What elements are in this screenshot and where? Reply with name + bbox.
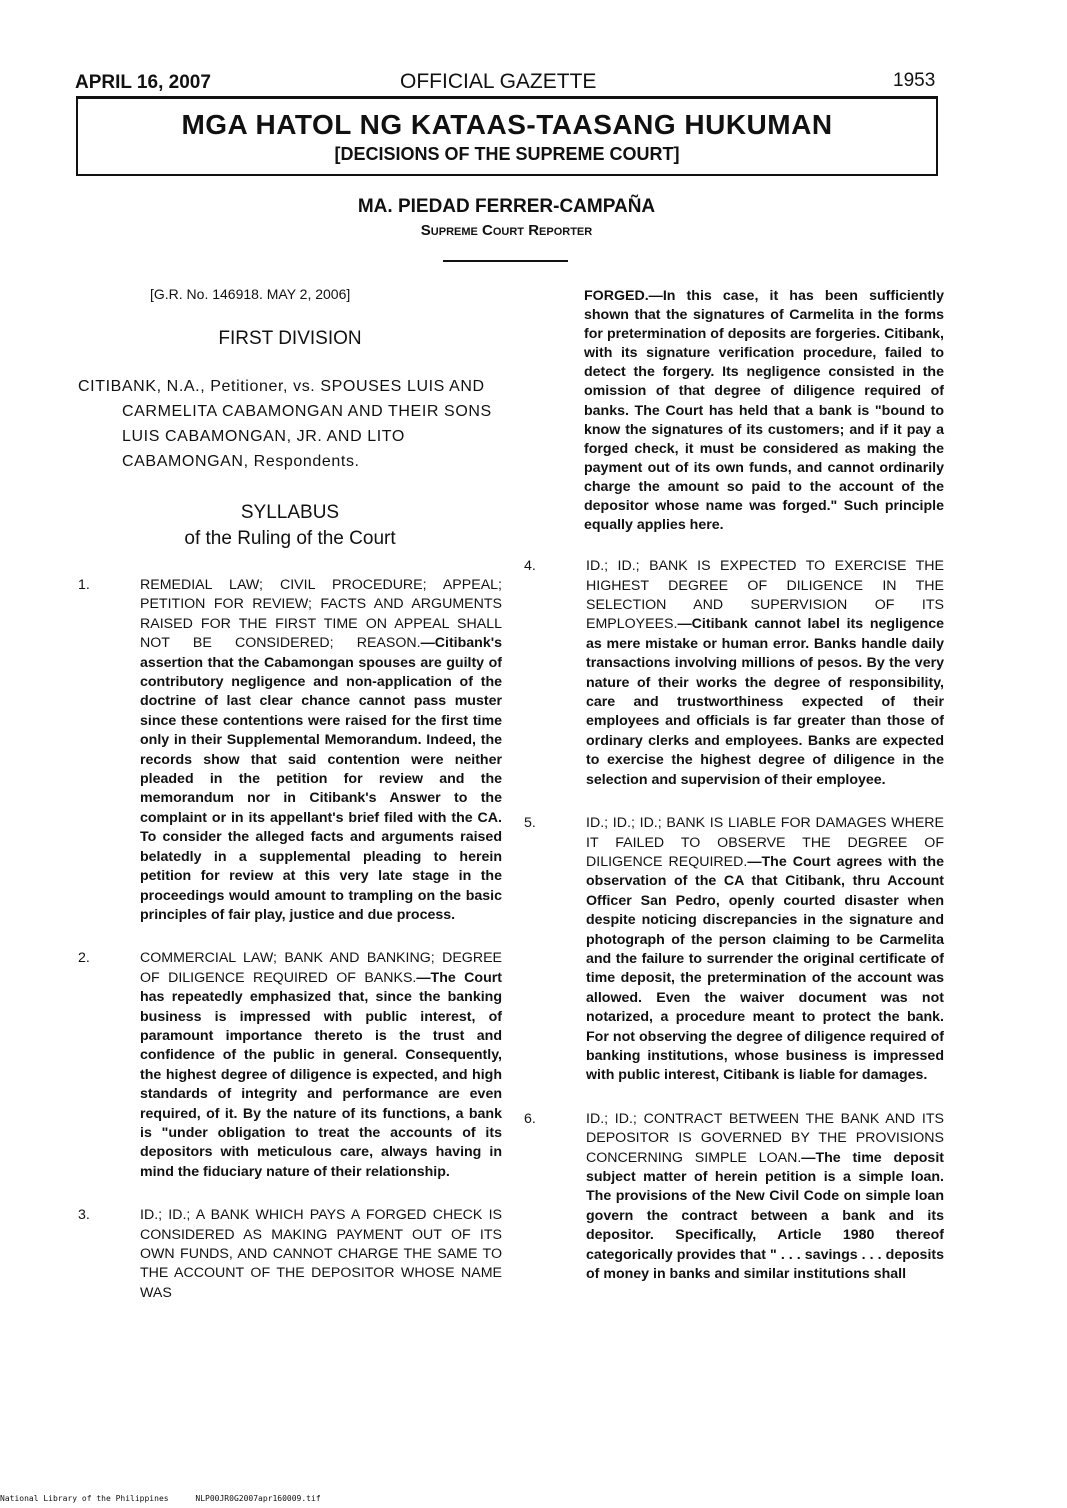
issue-date: APRIL 16, 2007 [75,72,211,93]
item-number: 1. [78,577,90,593]
item-heading: ID.; ID.; CONTRACT BETWEEN THE BANK AND ITS DEPOSITOR IS GOVERNED BY THE PROVISIONS CONCERNING SIMPLE LOAN. [586,1110,944,1166]
syllabus-subtitle: of the Ruling of the Court [184,528,396,549]
case-number: [G.R. No. 146918. MAY 2, 2006] [150,286,351,302]
reporter-name: MA. PIEDAD FERRER-CAMPAÑA [357,196,656,217]
item-body: —The Court agrees with the observation of the CA that Citibank, thru Account Officer San Pedro, openly courted disaster when despite noticing discrepancies in the signature and photograph of the person claiming to be Carmelita and the failure to surrender the original certificate of time deposit, the pretermination of the account was allowed. Even the waiver document was not notarized, a procedure meant to protect the bank. For not observing the degree of diligence required of banking institutions, whose business is impressed with public interest, Citibank is liable for damages. [586,853,944,1084]
item-body: —The Court has repeatedly emphasized that, since the banking business is impressed with public interest, of paramount importance thereto is the trust and confidence of the public in general. Consequently, the highest degree of diligence is expected, and high standards of integrity and performance are even required, of it. By the nature of its functions, a bank is "under obligation to treat the accounts of its depositors with meticulous care, always having in mind the fiduciary nature of their relationship. [140,969,502,1180]
syllabus-item [524,557,944,790]
divider-rule [443,260,568,262]
item-continuation: FORGED.—In this case, it has been sufficiently shown that the signatures of Carmelita in the forms for pretermination of deposits are forgeries. Citibank, with its signature verification procedure, failed to detect the forgery. Its negligence consisted in the omission of that degree of diligence required of banks. The Court has held that a bank is "bound to know the signatures of its customers; and if it pay a forged check, it must be considered as making the payment out of its own funds, and cannot ordinarily charge the amount so paid to the account of the depositor whose name was forged." Such principle equally applies here. [584,288,944,534]
masthead-box [76,96,938,176]
item-body: —Citibank cannot label its negligence as mere mistake or human error. Banks handle daily transactions involving millions of pesos. By the very nature of their works the degree of responsibility, care and trustworthiness expected of their employees and officials is far greater than those of ordinary clerks and employees. Banks are expected to exercise the highest degree of diligence in the selection and supervision of their employee. [586,616,944,788]
publication-title: OFFICIAL GAZETTE [400,70,597,93]
syllabus-item [524,1110,944,1285]
syllabus-item [78,949,502,1182]
page-number: 1953 [893,70,936,91]
syllabus-item [524,814,944,1086]
item-body: —The time deposit subject matter of herein petition is a simple loan. The provisions of the New Civil Code on simple loan govern the contract between a bank and its depositor. Specifically, Article 1980 thereof categorically provides that " . . . savings . . . deposits of money in banks and similar institutions shall [586,1149,944,1283]
item-heading: COMMERCIAL LAW; BANK AND BANKING; DEGREE OF DILIGENCE REQUIRED OF BANKS. [140,950,502,986]
syllabus-title: SYLLABUS [240,502,340,523]
item-heading: ID.; ID.; A BANK WHICH PAYS A FORGED CHECK IS CONSIDERED AS MAKING PAYMENT OUT OF ITS OWN FUNDS, AND CANNOT CHARGE THE SAME TO THE ACCOUNT OF THE DEPOSITOR WHOSE NAME WAS [140,1207,502,1301]
item-number: 3. [78,1207,90,1224]
right-column [524,287,944,1284]
item-number: 5. [524,815,536,832]
item-heading: REMEDIAL LAW; CIVIL PROCEDURE; APPEAL; PETITION FOR REVIEW; FACTS AND ARGUMENTS RAISED FOR THE FIRST TIME ON APPEAL SHALL NOT BE CONSIDERED; REASON. [140,577,502,652]
item-heading: ID.; ID.; ID.; BANK IS LIABLE FOR DAMAGES WHERE IT FAILED TO OBSERVE THE DEGREE OF DILIGENCE REQUIRED. [586,815,944,870]
scan-footer [0,1494,343,1503]
division-heading: FIRST DIVISION [218,328,362,349]
masthead-subtitle: [DECISIONS OF THE SUPREME COURT] [334,144,680,164]
item-number: 6. [524,1110,536,1127]
syllabus-heading [78,500,502,552]
left-column [78,286,502,1303]
item-number: 4. [524,558,536,575]
footer-library: National Library of the Philippines [0,1494,169,1503]
reporter-title: Supreme Court Reporter [420,222,593,239]
item-heading: ID.; ID.; BANK IS EXPECTED TO EXERCISE THE HIGHEST DEGREE OF DILIGENCE IN THE SELECTION AND SUPERVISION OF ITS EMPLOYEES. [586,558,944,633]
footer-file: NLP00JR0G2007apr160009.tif [195,1494,321,1503]
item-number: 2. [78,950,90,967]
syllabus-item [78,576,502,925]
masthead-title: MGA HATOL NG KATAAS-TAASANG HUKUMAN [181,109,833,140]
case-parties: CITIBANK, N.A., Petitioner, vs. SPOUSES LUIS AND CARMELITA CABAMONGAN AND THEIR SONS LUIS CABAMONGAN, JR. AND LITO CABAMONGAN, Respondents. [78,378,492,470]
reporter-block [0,196,1013,239]
item-body: —Citibank's assertion that the Cabamongan spouses are guilty of contributory negligence and non-application of the doctrine of last clear chance cannot pass muster since these contentions were raised for the first time only in their Supplemental Memorandum. Indeed, the records show that said contention were neither pleaded in the petition for review and the memorandum nor in Citibank's Answer to the complaint or in its appellant's brief filed with the CA. To consider the alleged facts and arguments raised belatedly in a supplemental pleading to herein petition for review at this very late stage in the proceedings would amount to trampling on the basic principles of fair play, justice and due process. [140,635,502,923]
syllabus-item [78,1206,502,1303]
